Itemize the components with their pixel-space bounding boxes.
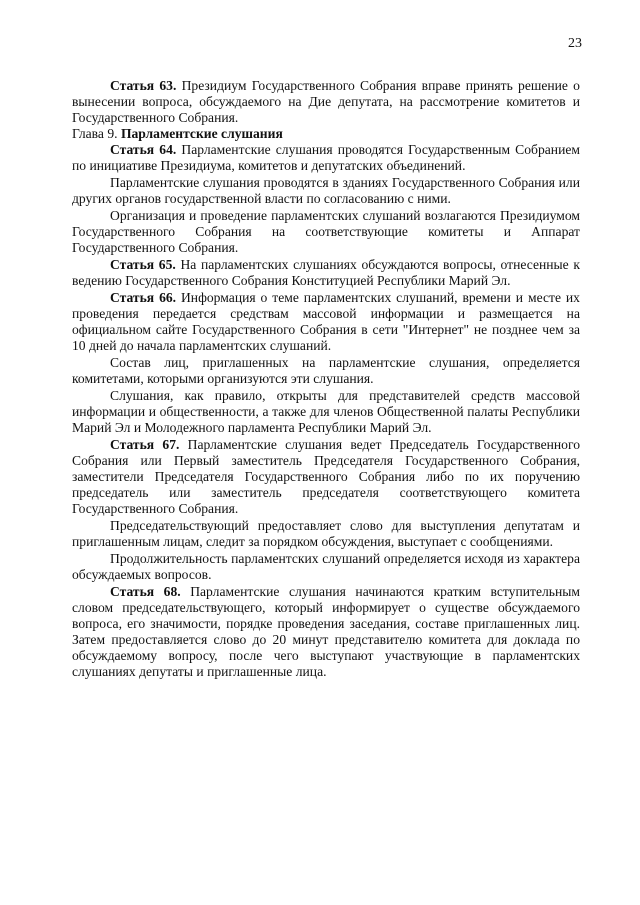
article-text: Президиум Государственного Собрания вправе принять решение о вынесении вопроса, обсуждаемого на Дие депутата, на рассмотрение комитетов и Государственного Собрания.	[72, 78, 580, 125]
page-number: 23	[568, 36, 582, 51]
article-label: Статья 67.	[110, 437, 180, 452]
article-66	[72, 290, 580, 354]
paragraph: Председательствующий предоставляет слово для выступления депутатам и приглашенным лицам, следит за порядком обсуждения, выступает с сообщениями.	[72, 518, 580, 549]
paragraph: Организация и проведение парламентских слушаний возлагаются Президиумом Государственного Собрания на соответствующие комитеты и Аппарат Государственного Собрания.	[72, 208, 580, 255]
chapter-heading	[72, 126, 580, 142]
article-65	[72, 257, 580, 289]
article-64	[72, 142, 580, 174]
article-label: Статья 68.	[110, 584, 181, 599]
chapter-title: Парламентские слушания	[120, 126, 283, 141]
chapter-prefix: Глава 9.	[72, 126, 118, 141]
article-text: Парламентские слушания проводятся Государственным Собранием по инициативе Президиума, комитетов и депутатских объединений.	[72, 142, 580, 173]
article-label: Статья 63.	[110, 78, 177, 93]
article-63	[72, 78, 580, 126]
article-68	[72, 584, 580, 680]
paragraph: Слушания, как правило, открыты для представителей средств массовой информации и общественности, а также для членов Общественной палаты Республики Марий Эл и Молодежного парламента Республики Марий Эл.	[72, 388, 580, 435]
article-text: Парламентские слушания начинаются кратким вступительным словом председательствующего, который информирует о существе обсуждаемого вопроса, его значимости, порядке проведения заседания, составе приглашенных лиц. Затем предоставляется слово до 20 минут представителю комитета для доклада по обсуждаемому вопросу, после чего выступают участвующие в парламентских слушаниях депутаты и приглашенные лица.	[72, 584, 580, 679]
article-label: Статья 66.	[110, 290, 177, 305]
article-67	[72, 437, 580, 517]
article-label: Статья 65.	[110, 257, 176, 272]
document-body	[72, 78, 580, 680]
paragraph: Продолжительность парламентских слушаний определяется исходя из характера обсуждаемых вопросов.	[72, 551, 580, 582]
article-text: На парламентских слушаниях обсуждаются вопросы, отнесенные к ведению Государственного Собрания Конституцией Республики Марий Эл.	[72, 257, 580, 288]
article-text: Информация о теме парламентских слушаний, времени и месте их проведения передается средствам массовой информации и размещается на официальном сайте Государственного Собрания в сети "Интернет" не позднее чем за 10 дней до начала парламентских слушаний.	[72, 290, 580, 353]
article-text: Парламентские слушания ведет Председатель Государственного Собрания или Первый заместитель Председателя Государственного Собрания, заместители Председателя Государственного Собрания либо по их поручению председатель или заместитель председателя соответствующего комитета Государственного Собрания.	[72, 437, 581, 516]
paragraph: Парламентские слушания проводятся в зданиях Государственного Собрания или других органов государственной власти по согласованию с ними.	[72, 175, 580, 206]
article-label: Статья 64.	[110, 142, 177, 157]
paragraph: Состав лиц, приглашенных на парламентские слушания, определяется комитетами, которыми организуются эти слушания.	[72, 355, 580, 386]
